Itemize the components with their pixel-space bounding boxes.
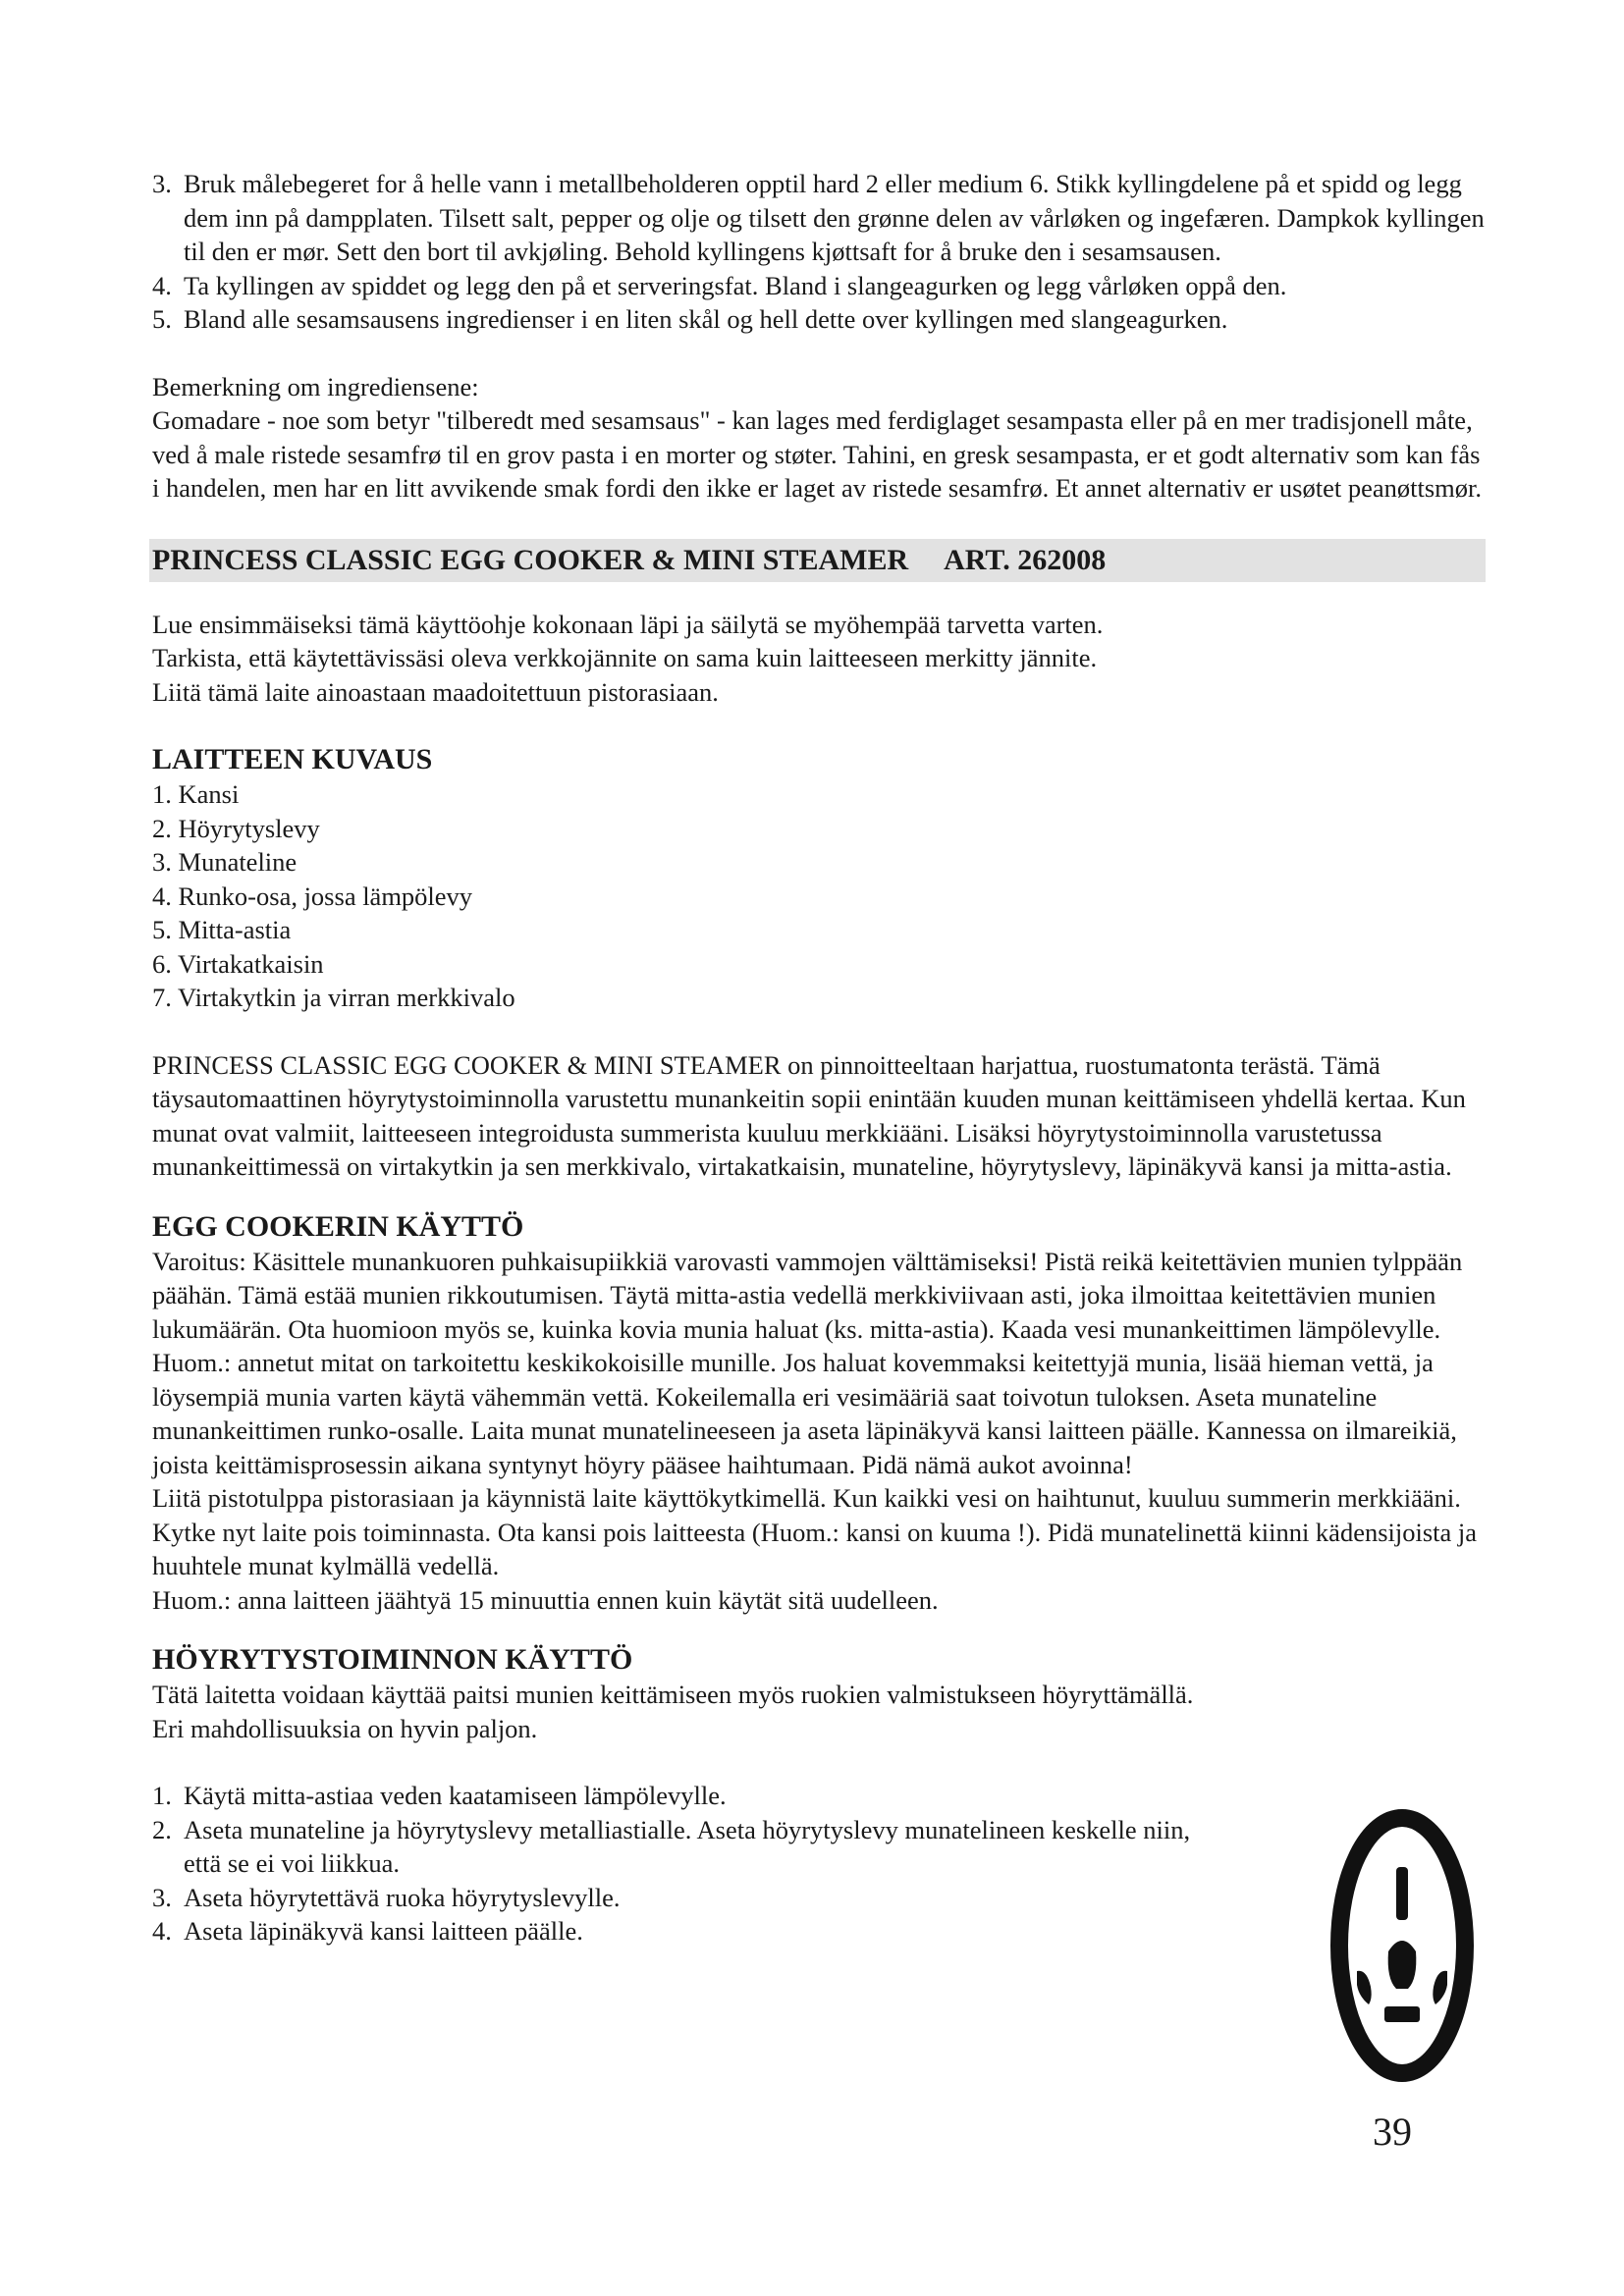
flame-steam-logo-icon (1327, 1804, 1477, 2087)
egg-use-paragraph: Liitä pistotulppa pistorasiaan ja käynnistä laite käyttökytkimellä. Kun kaikki vesi on haihtunut, kuuluu summerin merkkiääni. Kytke nyt laite pois toiminnasta. Ota kansi pois laitteesta (Huom.: kansi on kuuma !). Pidä munatelinettä kiinni kädensijoista ja huuhtele munat kylmällä vedellä. (152, 1483, 1478, 1580)
list-item: 2. Aseta munateline ja höyrytyslevy metalliastialle. Aseta höyrytyslevy munatelineen keskelle niin, että se ei voi liikkua. (152, 1814, 1191, 1878)
steam-use-paragraph: Eri mahdollisuuksia on hyvin paljon. (152, 1713, 538, 1743)
steam-steps-list (152, 1779, 1222, 1949)
part-item: 1. Kansi (152, 779, 240, 809)
steam-use-heading: HÖYRYTYSTOIMINNON KÄYTTÖ (152, 1643, 633, 1676)
product-art-number: ART. 262008 (944, 543, 1107, 576)
intro-steps-list (152, 167, 1488, 337)
note-title: Bemerkning om ingrediensene: (152, 371, 479, 401)
description-heading: LAITTEEN KUVAUS (152, 743, 433, 775)
list-item: 3. Aseta höyrytettävä ruoka höyrytyslevylle. (152, 1882, 621, 1912)
list-item: 4. Ta kyllingen av spiddet og legg den på et serveringsfat. Bland i slangeagurken og legg vårløken oppå den. (152, 270, 1287, 300)
part-item: 7. Virtakytkin ja virran merkkivalo (152, 983, 515, 1012)
part-item: 4. Runko-osa, jossa lämpölevy (152, 881, 473, 911)
page-number: 39 (1373, 2109, 1412, 2154)
product-heading (149, 539, 1486, 582)
steam-use-paragraph: Tätä laitetta voidaan käyttää paitsi munien keittämiseen myös ruokien valmistukseen höyryttämällä. (152, 1680, 1194, 1709)
note-text: Gomadare - noe som betyr "tilberedt med sesamsaus" - kan lages med ferdiglaget sesampasta eller på en mer tradisjonell måte, ved å male ristede sesamfrø til en grov pasta i en morter og støter. Tahini, en gresk sesampasta, er et godt alternativ som kan fås i handelen, men har en litt avvikende smak fordi den ikke er laget av ristede sesamfrø. Et annet alternativ er usøtet peanøttsmør. (152, 405, 1482, 503)
egg-use-heading: EGG COOKERIN KÄYTTÖ (152, 1209, 524, 1243)
part-item: 6. Virtakatkaisin (152, 948, 324, 979)
part-item: 2. Höyrytyslevy (152, 813, 320, 843)
intro-line: Liitä tämä laite ainoastaan maadoitettuun pistorasiaan. (152, 676, 719, 707)
egg-use-paragraph: Varoitus: Käsittele munankuoren puhkaisupiikkiä varovasti vammojen välttämiseksi! Pistä reikä keitettävien munien tylppään päähän. Tämä estää munien rikkoutumisen. Täytä mitta-astia vedellä merkkiviivaan asti, joka ilmoittaa keitettävien munien lukumäärän. Ota huomioon myös se, kuinka kovia munia haluat (ks. mitta-astia). Kaada vesi munankeittimen lämpölevylle. Huom.: annetut mitat on tarkoitettu keskikokoisille munille. Jos haluat kovemmaksi keitettyjä munia, lisää hieman vettä, ja löysempiä munia varten käytä vähemmän vettä. Kokeilemalla eri vesimääriä saat toivotun tuloksen. Aseta munateline munankeittimen runko-osalle. Laita munat munatelineeseen ja aseta läpinäkyvä kansi laitteen päälle. Kannessa on ilmareikiä, joista keittämisprosessin aikana syntynyt höyry pääsee haihtumaan. Pidä nämä aukot avoinna! (152, 1246, 1463, 1479)
steam-section (152, 1642, 1222, 1949)
list-item: 5. Bland alle sesamsausens ingredienser i en liten skål og hell dette over kyllingen med slangeagurken. (152, 304, 1228, 334)
list-item: 1. Käytä mitta-astiaa veden kaatamiseen lämpölevylle. (152, 1781, 727, 1810)
document-page (152, 167, 1488, 1949)
egg-use-paragraph: Huom.: anna laitteen jäähtyä 15 minuuttia ennen kuin käytät sitä uudelleen. (152, 1584, 939, 1615)
intro-line: Tarkista, että käytettävissäsi oleva verkkojännite on sama kuin laitteeseen merkitty jännite. (152, 643, 1098, 672)
description-paragraph: PRINCESS CLASSIC EGG COOKER & MINI STEAMER on pinnoitteeltaan harjattua, ruostumatonta terästä. Tämä täysautomaattinen höyrytystoiminnolla varustettu munankeitin sopii enintään kuuden munan keittämiseen yhdellä kertaa. Kun munat ovat valmiit, laitteeseen integroidusta summerista kuuluu merkkiääni. Lisäksi höyrytystoiminnolla varustetussa munankeittimessä on virtakytkin ja sen merkkivalo, virtakatkaisin, munateline, höyrytyslevy, läpinäkyvä kansi ja mitta-astia. (152, 1049, 1466, 1181)
list-item: 3. Bruk målebegeret for å helle vann i metallbeholderen opptil hard 2 eller medium 6. Stikk kyllingdelene på et spidd og legg dem inn på dampplaten. Tilsett salt, pepper og olje og tilsett den grønne delen av vårløken og ingefæren. Dampkok kyllingen til den er mør. Sett den bort til avkjøling. Behold kyllingens kjøttsaft for å bruke den i sesamsausen. (152, 169, 1485, 266)
intro-line: Lue ensimmäiseksi tämä käyttöohje kokonaan läpi ja säilytä se myöhempää tarvetta varten. (152, 609, 1104, 639)
part-item: 3. Munateline (152, 847, 298, 877)
list-item: 4. Aseta läpinäkyvä kansi laitteen päälle. (152, 1916, 583, 1946)
product-name: PRINCESS CLASSIC EGG COOKER & MINI STEAMER (152, 543, 909, 576)
part-item: 5. Mitta-astia (152, 915, 292, 944)
